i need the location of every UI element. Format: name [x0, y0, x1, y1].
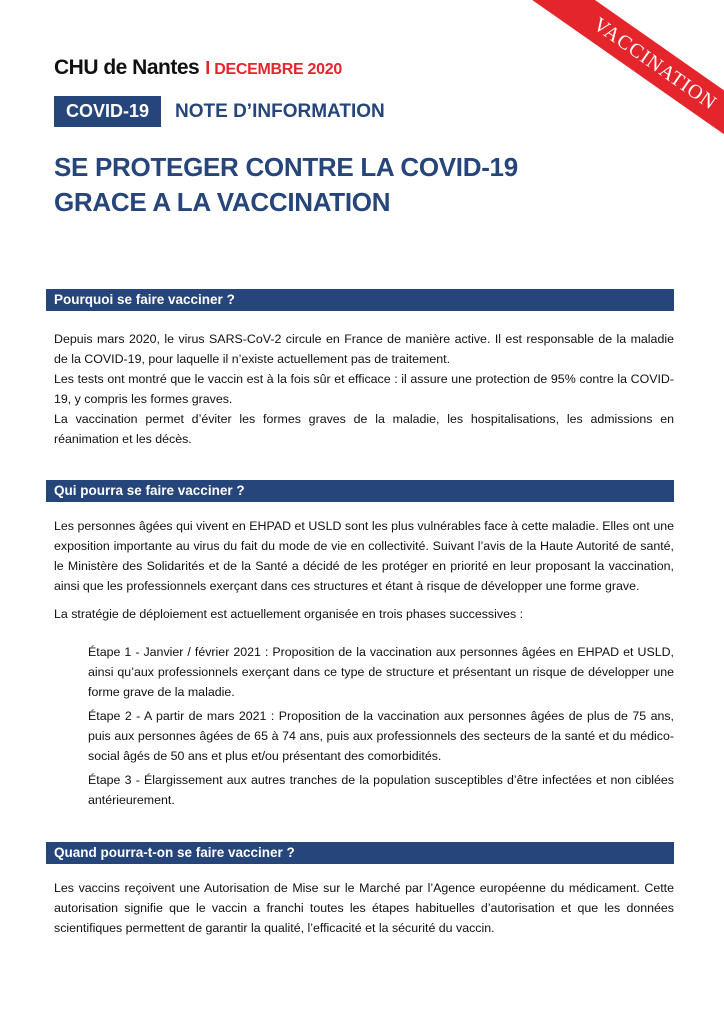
title-line-1: SE PROTEGER CONTRE LA COVID-19 [54, 152, 518, 182]
step-item: Étape 1 - Janvier / février 2021 : Proposition de la vaccination aux personnes âgées en EHPAD et USLD, ainsi qu’aux professionnels exerçant dans ce type de structure et présentant un risque de développer une forme grave de la maladie. [88, 645, 674, 699]
deployment-steps [88, 642, 674, 814]
step-item: Étape 3 - Élargissement aux autres tranches de la population susceptibles d’être infectées et non ciblées antérieurement. [88, 773, 674, 807]
page-title [54, 150, 518, 220]
section-body-pourquoi [54, 329, 674, 449]
section-heading-quand: Quand pourra-t-on se faire vacciner ? [46, 842, 674, 864]
paragraph: Depuis mars 2020, le virus SARS-CoV-2 circule en France de manière active. Il est responsable de la maladie de la COVID-19, pour laquelle il n’existe actuellement pas de traitement. [54, 332, 674, 366]
section-heading-qui: Qui pourra se faire vacciner ? [46, 480, 674, 502]
paragraph: Les personnes âgées qui vivent en EHPAD et USLD sont les plus vulnérables face à cette maladie. Elles ont une exposition importante au virus du fait du mode de vie en collectivité. Suivant l’avis de la Haute Autorité de santé, le Ministère des Solidarités et de la Santé a décidé de les protéger en priorité en leur proposant la vaccination, ainsi que les professionnels exerçant dans ces structures et étant à risque de développer une forme grave. [54, 519, 674, 593]
document-date: DECEMBRE 2020 [214, 61, 342, 78]
note-label: NOTE D’INFORMATION [175, 100, 385, 122]
vaccination-ribbon: VACCINATION [510, 0, 724, 173]
section-heading-pourquoi: Pourquoi se faire vacciner ? [46, 289, 674, 311]
section-body-qui [54, 516, 674, 624]
paragraph: La vaccination permet d’éviter les formes graves de la maladie, les hospitalisations, les admissions en réanimation et les décès. [54, 412, 674, 446]
covid-tag: COVID-19 [54, 96, 161, 127]
header-separator: I [205, 58, 211, 78]
document-header [54, 56, 342, 80]
paragraph: Les tests ont montré que le vaccin est à la fois sûr et efficace : il assure une protection de 95% contre la COVID-19, y compris les formes graves. [54, 372, 674, 406]
hospital-name: CHU de Nantes [54, 56, 200, 79]
section-body-quand [54, 878, 674, 938]
title-line-2: GRACE A LA VACCINATION [54, 187, 391, 217]
tag-row [54, 96, 385, 127]
paragraph: Les vaccins reçoivent une Autorisation de Mise sur le Marché par l’Agence européenne du médicament. Cette autorisation signifie que le vaccin a franchi toutes les étapes habituelles d’autorisation et que les données scientifiques permettent de garantir la qualité, l’efficacité et la sécurité du vaccin. [54, 881, 674, 935]
paragraph: La stratégie de déploiement est actuellement organisée en trois phases successives : [54, 607, 524, 621]
step-item: Étape 2 - A partir de mars 2021 : Proposition de la vaccination aux personnes âgées de plus de 75 ans, puis aux personnes âgées de 65 à 74 ans, puis aux professionnels des secteurs de la santé et du médico-social âgés de 50 ans et plus et/ou présentant des comorbidités. [88, 709, 674, 763]
